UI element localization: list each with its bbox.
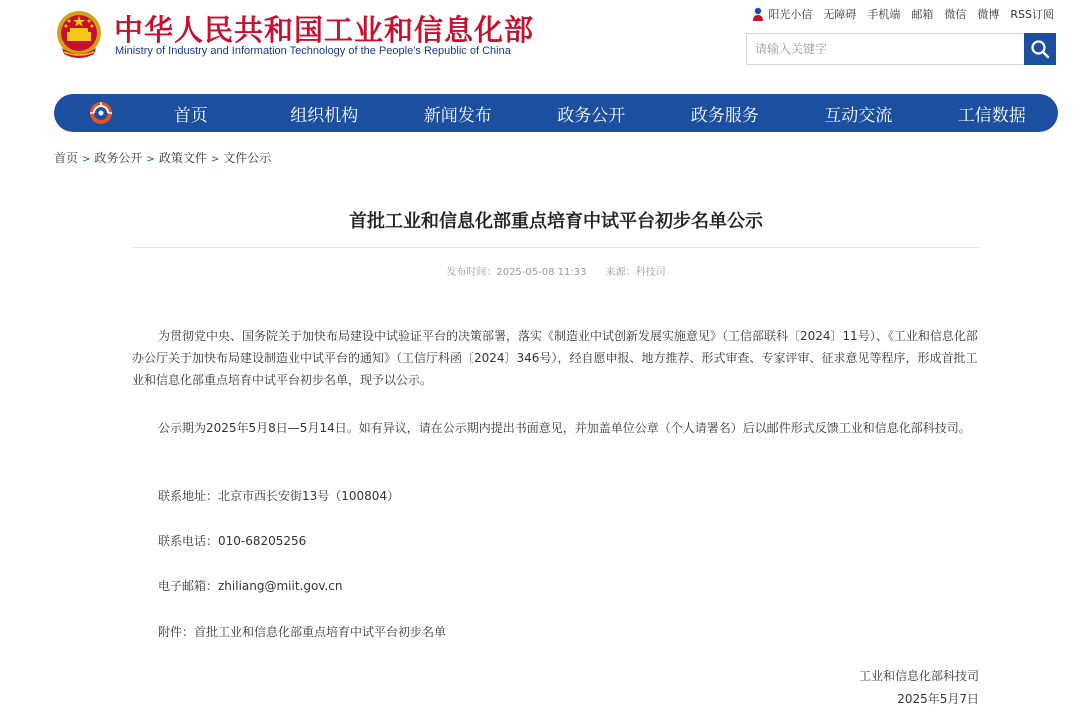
breadcrumb-separator: > bbox=[82, 154, 91, 165]
title-divider bbox=[132, 247, 980, 248]
ministry-logo-icon[interactable] bbox=[88, 94, 114, 132]
toplink-sunshine[interactable] bbox=[752, 6, 812, 22]
article-meta bbox=[132, 263, 980, 278]
search-box bbox=[746, 33, 1056, 65]
toplink-rss[interactable]: RSS订阅 bbox=[1010, 8, 1054, 21]
main-nav bbox=[54, 94, 1058, 132]
nav-government-affairs[interactable]: 政务公开 bbox=[557, 105, 626, 126]
search-input[interactable] bbox=[747, 34, 1025, 64]
site-title-cn[interactable]: 中华人民共和国工业和信息化部 bbox=[114, 13, 535, 47]
toplink-accessibility[interactable]: 无障碍 bbox=[823, 8, 857, 21]
contact-email: 电子邮箱：zhiliang@miit.gov.cn bbox=[158, 579, 343, 593]
article-title: 首批工业和信息化部重点培育中试平台初步名单公示 bbox=[349, 211, 763, 232]
breadcrumb-policy-docs[interactable]: 政策文件 bbox=[158, 151, 207, 165]
paragraph-intro: 为贯彻党中央、国务院关于加快布局建设中试验证平台的决策部署，落实《制造业中试创新发展实施意见》（工信部联科〔2024〕11号）、《工业和信息化部办公厅关于加快布局建设制造业中试平台的通知》（工信厅科函〔2024〕346号），经自愿申报、地方推荐、形式审查、专家评审、征求意见等程序，形成首批工业和信息化部重点培育中试平台初步名单，现予以公示。 bbox=[132, 329, 978, 387]
site-header bbox=[0, 0, 1080, 90]
attachment-link[interactable]: 附件：首批工业和信息化部重点培育中试平台初步名单 bbox=[158, 625, 447, 639]
site-title-en: Ministry of Industry and Information Technology of the People’s Republic of China bbox=[115, 45, 511, 57]
publish-time: 发布时间：2025-05-08 11:33 bbox=[446, 267, 587, 278]
breadcrumb-gov-affairs[interactable]: 政务公开 bbox=[94, 151, 143, 165]
nav-interaction[interactable]: 互动交流 bbox=[824, 105, 893, 126]
toplink-label: 阳光小信 bbox=[768, 8, 813, 21]
contact-phone: 联系电话：010-68205256 bbox=[158, 534, 307, 548]
national-emblem-icon[interactable] bbox=[54, 8, 104, 62]
nav-data[interactable]: 工信数据 bbox=[957, 105, 1026, 126]
breadcrumb-separator: > bbox=[146, 154, 155, 165]
breadcrumb-home[interactable]: 首页 bbox=[54, 151, 79, 165]
paragraph-period: 公示期为2025年5月8日—5月14日。如有异议，请在公示期内提出书面意见，并加盖单位公章（个人请署名）后以邮件形式反馈工业和信息化部科技司。 bbox=[158, 421, 971, 435]
nav-organization[interactable]: 组织机构 bbox=[290, 105, 359, 126]
article-source: 来源：科技司 bbox=[605, 267, 666, 278]
breadcrumb bbox=[54, 149, 271, 166]
signature-org: 工业和信息化部科技司 bbox=[858, 669, 979, 683]
toplink-mobile[interactable]: 手机端 bbox=[867, 8, 901, 21]
signature-date: 2025年5月7日 bbox=[897, 692, 979, 706]
toplink-mailbox[interactable]: 邮箱 bbox=[911, 8, 934, 21]
nav-home[interactable]: 首页 bbox=[173, 105, 208, 126]
search-button[interactable] bbox=[1024, 33, 1056, 65]
contact-address: 联系地址：北京市西长安街13号（100804） bbox=[158, 489, 400, 503]
search-icon bbox=[1030, 39, 1050, 59]
nav-news[interactable]: 新闻发布 bbox=[423, 105, 492, 126]
breadcrumb-file-notice[interactable]: 文件公示 bbox=[223, 151, 272, 165]
top-links bbox=[752, 6, 1054, 22]
toplink-wechat[interactable]: 微信 bbox=[944, 8, 967, 21]
person-icon bbox=[752, 7, 764, 22]
toplink-weibo[interactable]: 微博 bbox=[977, 8, 1000, 21]
breadcrumb-separator: > bbox=[210, 154, 220, 165]
nav-services[interactable]: 政务服务 bbox=[690, 105, 759, 126]
